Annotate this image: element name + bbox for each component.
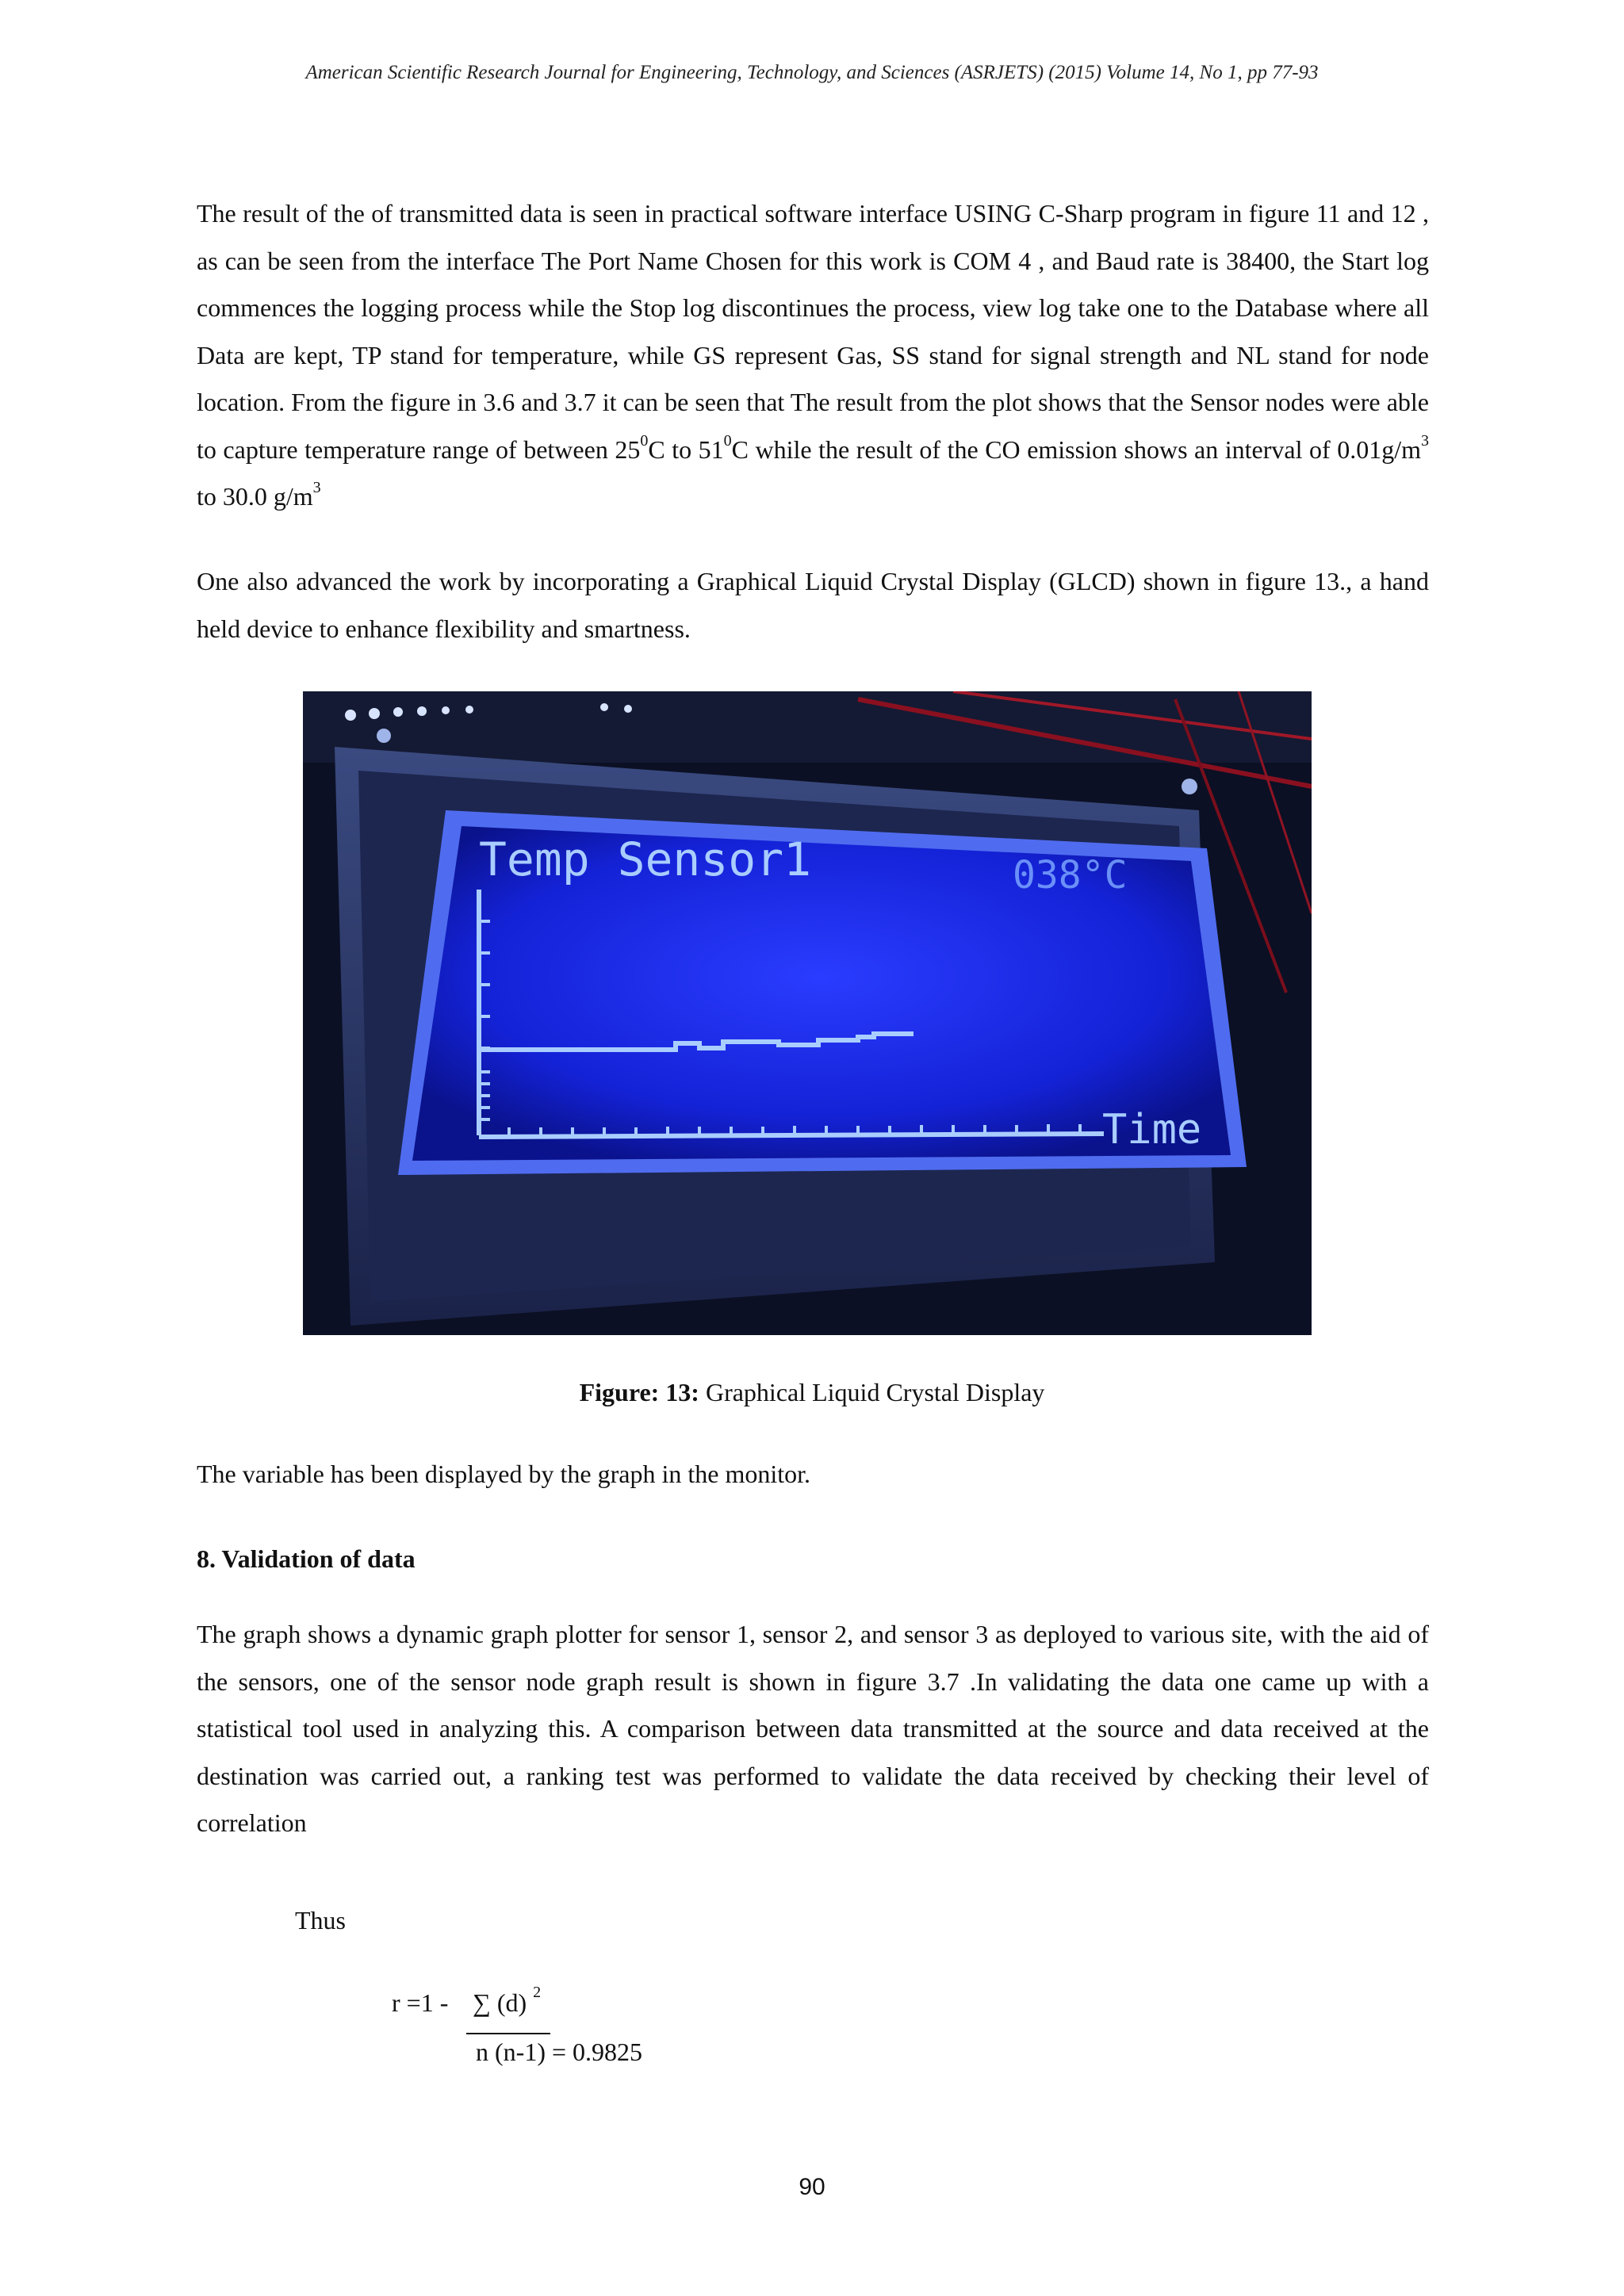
formula-lhs: r =1 - bbox=[392, 1988, 449, 2017]
formula-denominator: n (n-1) = 0.9825 bbox=[476, 2038, 643, 2066]
fraction-bar bbox=[466, 2033, 550, 2034]
section-heading: 8. Validation of data bbox=[197, 1544, 416, 1573]
page-number: 90 bbox=[799, 2174, 825, 2200]
lcd-axis-label: Time bbox=[1102, 1106, 1202, 1154]
paragraph-variable: The variable has been displayed by the graph in the monitor. bbox=[197, 1460, 810, 1488]
formula-numerator: ∑ (d) $^2$ bbox=[473, 1984, 542, 2017]
lcd-title: Temp Sensor1 bbox=[479, 832, 812, 886]
glcd-photo bbox=[303, 691, 1312, 1335]
paragraph-validation: The graph shows a dynamic graph plotter for sensor 1, sensor 2, and sensor 3 as deployed to various site, with the aid of the sensors, one of the sensor node graph result is shown in figure 3.7 .In validating the data one came up with a statistical tool used in analyzing this. A comparison between data transmitted at the source and data received at the destination was carried out, a ranking test was performed to validate the data received by checking their level of correlation bbox=[197, 1620, 1429, 1837]
paragraph-glcd: One also advanced the work by incorporating a Graphical Liquid Crystal Display (GLCD) shown in figure 13., a hand held device to enhance flexibility and smartness. bbox=[197, 567, 1429, 643]
figure-caption: Figure: 13: Graphical Liquid Crystal Display bbox=[579, 1378, 1045, 1406]
paragraph-results: The result of the of transmitted data is seen in practical software interface USING C-Sharp program in figure 11 and 12 , as can be seen from the interface The Port Name Chosen for this work is COM 4 , and Baud rate is 38400, the Start log commences the logging process while the Stop log discontinues the process, view log take one to the Database where all Data are kept, TP stand for temperature, while GS represent Gas, SS stand for signal strength and NL stand for node location. From the figure in 3.6 and 3.7 it can be seen that The result from the plot shows that the Sensor nodes were able to capture temperature range of between $25^0C$ to $51^0C$ while the result of the CO emission shows an interval of $0.01g/m^3$ to 30.0 $g/m^3$ bbox=[197, 199, 1430, 511]
journal-header: American Scientific Research Journal for Engineering, Technology, and Sciences (ASRJETS) (2015) Volume 14, No 1, pp 77-93 bbox=[305, 62, 1319, 83]
lcd-value: 038°C bbox=[1013, 853, 1128, 897]
thus-text: Thus bbox=[295, 1906, 346, 1934]
